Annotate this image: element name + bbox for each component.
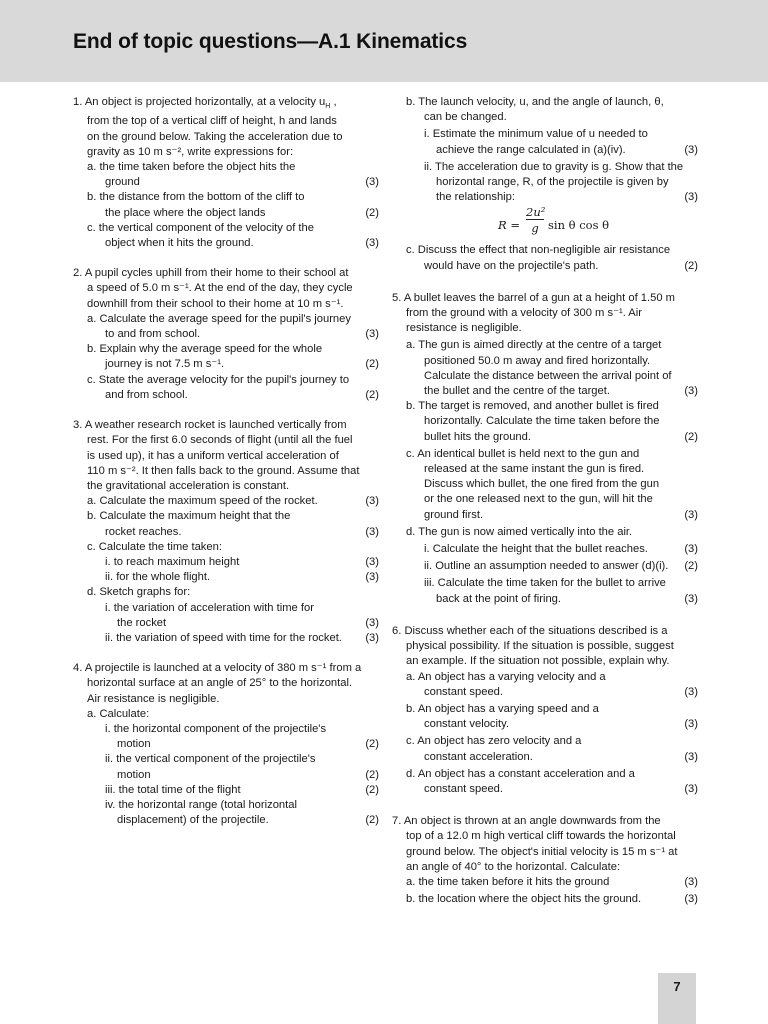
- question-text: Air resistance is negligible.: [87, 692, 220, 705]
- subquestion-text: c. Calculate the time taken:: [87, 540, 222, 553]
- right-column: [392, 95, 698, 918]
- marks: (3): [684, 893, 698, 906]
- subquestion-text: motion (2): [73, 768, 379, 783]
- subquestion-text: ii. the variation of speed with time for the rocket. (3): [73, 631, 379, 646]
- marks: (3): [365, 555, 379, 568]
- marks: (3): [684, 718, 698, 731]
- question-text: is used up), it has a uniform vertical acceleration of: [87, 449, 339, 462]
- formula-denominator: g: [531, 221, 539, 236]
- marks: (3): [684, 592, 698, 605]
- subquestion-text: a. Calculate the average speed for the pupil's journey: [87, 312, 351, 325]
- marks: (2): [365, 783, 379, 796]
- question-text: 7. An object is thrown at an angle downwards from the: [392, 815, 661, 828]
- subquestion-text: ii. The acceleration due to gravity is g. Show that the: [424, 160, 684, 173]
- question-text: ground below. The object's initial velocity is 15 m s⁻¹ at: [406, 845, 678, 858]
- subquestion-text: released at the same instant the gun is fired.: [424, 463, 645, 476]
- subquestion-text: rocket reaches. (3): [73, 525, 379, 540]
- question-text: physical possibility. If the situation is possible, suggest: [406, 640, 674, 653]
- question-text: resistance is negligible.: [406, 322, 522, 335]
- subquestion-text: a. Calculate the maximum speed of the rocket. (3): [73, 494, 379, 509]
- question-6: [392, 624, 698, 797]
- question-text: horizontal surface at an angle of 25° to the horizontal.: [87, 677, 353, 690]
- question-text: 3. A weather research rocket is launched vertically from: [73, 419, 347, 432]
- subquestion-text: a. the time taken before it hits the ground (3): [392, 875, 698, 890]
- subquestion-text: constant speed. (3): [392, 685, 698, 700]
- question-text: 4. A projectile is launched at a velocity of 380 m s⁻¹ from a: [73, 662, 362, 675]
- subquestion-text: ground (3): [73, 175, 379, 190]
- formula-fraction: [526, 205, 544, 236]
- page-number: 7: [673, 979, 681, 994]
- question-text: a speed of 5.0 m s⁻¹. At the end of the day, they cycle: [87, 282, 353, 295]
- question-2: [73, 266, 379, 403]
- formula-lhs: R =: [498, 218, 520, 233]
- question-text: from the top of a vertical cliff of height, h and lands: [87, 115, 337, 128]
- question-text: 2. A pupil cycles uphill from their home to their school at: [73, 267, 349, 280]
- subquestion-text: c. An identical bullet is held next to the gun and: [406, 447, 640, 460]
- marks: (3): [684, 143, 698, 156]
- marks: (3): [365, 176, 379, 189]
- marks: (2): [684, 259, 698, 272]
- subquestion-text: horizontal range, R, of the projectile is given by: [436, 176, 669, 189]
- question-5: [392, 291, 698, 607]
- marks: (3): [684, 685, 698, 698]
- subquestion-text: i. the variation of acceleration with time for: [105, 601, 314, 614]
- subquestion-text: back at the point of firing. (3): [392, 592, 698, 607]
- marks: (2): [365, 768, 379, 781]
- question-text: an example. If the situation not possible, explain why.: [406, 655, 670, 668]
- question-4: [73, 661, 379, 828]
- question-4-continued: [392, 95, 698, 274]
- subquestion-text: b. Calculate the maximum height that the: [87, 510, 291, 523]
- question-text: from the ground with a velocity of 300 m s⁻¹. Air: [406, 307, 642, 320]
- range-formula: [392, 205, 698, 243]
- subquestion-text: b. the distance from the bottom of the cliff to: [87, 191, 305, 204]
- question-text: 5. A bullet leaves the barrel of a gun at a height of 1.50 m: [392, 291, 675, 304]
- question-1: [73, 95, 379, 251]
- marks: (2): [365, 388, 379, 401]
- subquestion-text: ii. for the whole flight. (3): [73, 570, 379, 585]
- subquestion-text: the place where the object lands (2): [73, 206, 379, 221]
- subquestion-text: motion (2): [73, 737, 379, 752]
- marks: (2): [365, 358, 379, 371]
- subquestion-text: iv. the horizontal range (total horizontal: [105, 798, 297, 811]
- subquestion-text: b. Explain why the average speed for the whole: [87, 343, 323, 356]
- subquestion-text: constant velocity. (3): [392, 717, 698, 732]
- marks: (3): [365, 571, 379, 584]
- subquestion-text: object when it hits the ground. (3): [73, 236, 379, 251]
- formula-numerator: 2u²: [526, 205, 546, 220]
- question-text: an angle of 40° to the horizontal. Calculate:: [406, 860, 621, 873]
- subquestion-text: a. An object has a varying velocity and a: [406, 670, 606, 683]
- marks: (3): [684, 750, 698, 763]
- question-text: 6. Discuss whether each of the situations described is a: [392, 624, 668, 637]
- marks: (3): [365, 495, 379, 508]
- subquestion-text: or the one released next to the gun, will hit the: [424, 493, 653, 506]
- subquestion-text: Discuss which bullet, the one fired from the gun: [424, 478, 660, 491]
- subquestion-text: constant speed. (3): [392, 782, 698, 797]
- marks: (2): [365, 206, 379, 219]
- subquestion-text: the bullet and the centre of the target. (3): [392, 384, 698, 399]
- page-header: [0, 0, 768, 82]
- subquestion-text: ii. Outline an assumption needed to answer (d)(i). (2): [392, 559, 698, 574]
- marks: (3): [365, 525, 379, 538]
- marks: (3): [684, 191, 698, 204]
- subquestion-text: a. the time taken before the object hits the: [87, 161, 296, 174]
- question-text: top of a 12.0 m high vertical cliff towards the horizontal: [406, 830, 676, 843]
- page-number-tab: [658, 973, 696, 1024]
- marks: (2): [365, 814, 379, 827]
- subquestion-text: can be changed.: [424, 111, 507, 124]
- question-3: [73, 418, 379, 646]
- marks: (3): [365, 237, 379, 250]
- marks: (3): [365, 616, 379, 629]
- subquestion-text: the relationship: (3): [392, 190, 698, 205]
- subquestion-text: ii. the vertical component of the projectile's: [105, 753, 316, 766]
- question-text: downhill from their school to their home at 10 m s⁻¹.: [87, 297, 344, 310]
- formula-rhs: sin θ cos θ: [548, 218, 610, 233]
- subquestion-text: b. The launch velocity, u, and the angle of launch, θ,: [406, 96, 664, 108]
- subquestion-text: displacement) of the projectile. (2): [73, 813, 379, 828]
- subquestion-text: constant acceleration. (3): [392, 750, 698, 765]
- question-text: gravity as 10 m s⁻², write expressions for:: [87, 145, 294, 158]
- marks: (3): [684, 875, 698, 888]
- subquestion-text: achieve the range calculated in (a)(iv). (3): [392, 143, 698, 158]
- marks: (3): [684, 385, 698, 398]
- subquestion-text: c. State the average velocity for the pupil's journey to: [87, 373, 350, 386]
- subquestion-text: c. An object has zero velocity and a: [406, 735, 582, 748]
- subquestion-text: positioned 50.0 m away and fired horizontally.: [424, 354, 651, 367]
- page-title: End of topic questions—A.1 Kinematics: [73, 30, 468, 53]
- subquestion-text: d. An object has a constant acceleration and a: [406, 767, 635, 780]
- marks: (2): [684, 430, 698, 443]
- subquestion-text: b. the location where the object hits the ground. (3): [392, 892, 698, 907]
- marks: (2): [684, 560, 698, 573]
- subquestion-text: d. The gun is now aimed vertically into the air.: [406, 525, 633, 538]
- subquestion-text: to and from school. (3): [73, 327, 379, 342]
- subquestion-text: iii. Calculate the time taken for the bullet to arrive: [424, 577, 666, 590]
- subquestion-text: c. the vertical component of the velocity of the: [87, 221, 314, 234]
- question-text: on the ground below. Taking the acceleration due to: [87, 130, 343, 143]
- subquestion-text: ground first. (3): [392, 508, 698, 523]
- question-text: rest. For the first 6.0 seconds of flight (until all the fuel: [87, 434, 353, 447]
- subquestion-text: c. Discuss the effect that non-negligible air resistance: [406, 244, 671, 257]
- subquestion-text: b. An object has a varying speed and a: [406, 702, 599, 715]
- subquestion-text: journey is not 7.5 m s⁻¹. (2): [73, 357, 379, 372]
- subquestion-text: iii. the total time of the flight (2): [73, 783, 379, 798]
- left-column: [73, 95, 379, 839]
- subquestion-text: the rocket (3): [73, 616, 379, 631]
- subquestion-text: Calculate the distance between the arrival point of: [424, 369, 672, 382]
- question-7: [392, 814, 698, 907]
- subquestion-text: horizontally. Calculate the time taken before the: [424, 415, 660, 428]
- question-text: 1. An object is projected horizontally, at a velocity $u_H$ ,: [73, 96, 337, 111]
- marks: (2): [365, 738, 379, 751]
- subquestion-text: a. Calculate:: [87, 707, 150, 720]
- subquestion-text: bullet hits the ground. (2): [392, 430, 698, 445]
- marks: (3): [684, 508, 698, 521]
- marks: (3): [365, 328, 379, 341]
- question-text: the gravitational acceleration is constant.: [87, 479, 290, 492]
- subquestion-text: i. the horizontal component of the projectile's: [105, 722, 327, 735]
- subquestion-text: would have on the projectile's path. (2): [392, 259, 698, 274]
- subquestion-text: d. Sketch graphs for:: [87, 586, 191, 599]
- marks: (3): [365, 631, 379, 644]
- subquestion-text: i. Calculate the height that the bullet reaches. (3): [392, 542, 698, 557]
- marks: (3): [684, 782, 698, 795]
- subquestion-text: a. The gun is aimed directly at the centre of a target: [406, 339, 662, 352]
- question-text: 110 m s⁻². It then falls back to the ground. Assume that: [87, 464, 360, 477]
- marks: (3): [684, 543, 698, 556]
- subquestion-text: b. The target is removed, and another bullet is fired: [406, 400, 659, 413]
- subquestion-text: i. Estimate the minimum value of u needed to: [424, 128, 648, 141]
- subquestion-text: and from school. (2): [73, 388, 379, 403]
- subquestion-text: i. to reach maximum height (3): [73, 555, 379, 570]
